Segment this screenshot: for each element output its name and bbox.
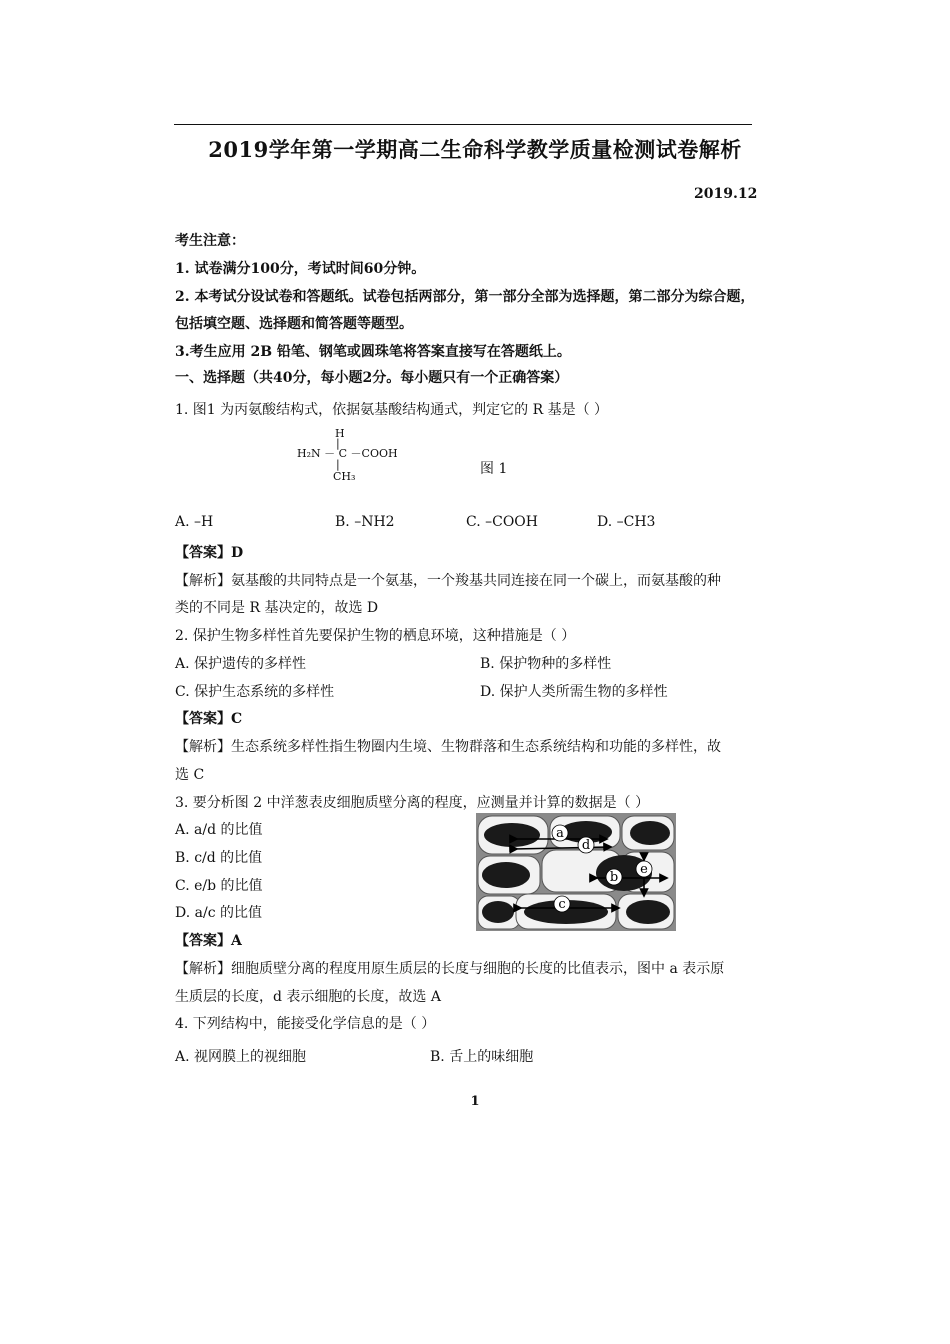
notice-2-cont: 包括填空题、选择题和简答题等题型。 — [175, 316, 413, 332]
q1-struct-bar-bottom: | — [336, 458, 340, 471]
q1-struct-h: H — [335, 427, 345, 440]
label-d: d — [581, 838, 591, 853]
q2-option-c: C. 保护生态系统的多样性 — [175, 684, 335, 700]
q1-struct-bar-top: | — [336, 437, 340, 450]
q1-stem: 1. 图1 为丙氨酸结构式，依据氨基酸结构通式，判定它的 R 基是（ ） — [175, 402, 609, 418]
q1-option-b: B. –NH2 — [335, 514, 395, 530]
page-title: 2019学年第一学期高二生命科学教学质量检测试卷解析 — [208, 137, 742, 162]
q2-option-a: A. 保护遗传的多样性 — [175, 656, 307, 672]
label-c: c — [558, 897, 566, 912]
q1-option-d: D. –CH3 — [597, 514, 656, 530]
q3-option-c: C. e/b 的比值 — [175, 878, 263, 894]
q1-answer: 【答案】D — [175, 545, 244, 561]
label-a: a — [556, 826, 564, 841]
q1-struct-ch3: CH₃ — [333, 470, 356, 483]
q2-option-d: D. 保护人类所需生物的多样性 — [480, 684, 668, 700]
q3-option-b: B. c/d 的比值 — [175, 850, 263, 866]
q2-analysis-1: 【解析】生态系统多样性指生物圈内生境、生物群落和生态系统结构和功能的多样性，故 — [175, 739, 721, 755]
section-heading: 一、选择题（共40分，每小题2分。每小题只有一个正确答案） — [175, 370, 569, 386]
q1-analysis-1: 【解析】氨基酸的共同特点是一个氨基，一个羧基共同连接在同一个碳上，而氨基酸的种 — [175, 573, 721, 589]
q1-struct-main: H₂N － C －COOH — [297, 447, 398, 460]
q3-onion-cell-micrograph — [476, 813, 676, 931]
q2-analysis-2: 选 C — [175, 767, 205, 783]
q3-analysis-2: 生质层的长度，d 表示细胞的长度，故选 A — [175, 989, 441, 1005]
label-b: b — [609, 870, 619, 885]
q3-stem: 3. 要分析图 2 中洋葱表皮细胞质壁分离的程度，应测量并计算的数据是（ ） — [175, 795, 650, 811]
q3-option-a: A. a/d 的比值 — [175, 822, 263, 838]
q2-answer: 【答案】C — [175, 711, 243, 727]
q3-answer: 【答案】A — [175, 933, 242, 949]
q2-stem: 2. 保护生物多样性首先要保护生物的栖息环境，这种措施是（ ） — [175, 628, 576, 644]
q1-option-a: A. –H — [175, 514, 214, 530]
notice-3: 3.考生应用 2B 铅笔、钢笔或圆珠笔将答案直接写在答题纸上。 — [175, 344, 571, 360]
notice-1: 1. 试卷满分100分，考试时间60分钟。 — [175, 261, 426, 277]
q4-option-a: A. 视网膜上的视细胞 — [175, 1049, 307, 1065]
q3-analysis-1: 【解析】细胞质壁分离的程度用原生质层的长度与细胞的长度的比值表示，图中 a 表示原 — [175, 961, 725, 977]
exam-date: 2019.12 — [694, 186, 758, 202]
q4-stem: 4. 下列结构中，能接受化学信息的是（ ） — [175, 1016, 436, 1032]
notice-heading: 考生注意： — [175, 233, 245, 249]
q1-option-c: C. –COOH — [466, 514, 538, 530]
q2-option-b: B. 保护物种的多样性 — [480, 656, 612, 672]
q4-option-b: B. 舌上的味细胞 — [430, 1049, 534, 1065]
q1-analysis-2: 类的不同是 R 基决定的，故选 D — [175, 600, 379, 616]
q1-figure-label: 图 1 — [480, 461, 508, 477]
label-e: e — [640, 862, 648, 877]
page-number: 1 — [470, 1094, 480, 1109]
header-rule — [174, 124, 752, 125]
q3-option-d: D. a/c 的比值 — [175, 905, 262, 921]
notice-2: 2. 本考试分设试卷和答题纸。试卷包括两部分，第一部分全部为选择题，第二部分为综合题， — [175, 289, 755, 305]
